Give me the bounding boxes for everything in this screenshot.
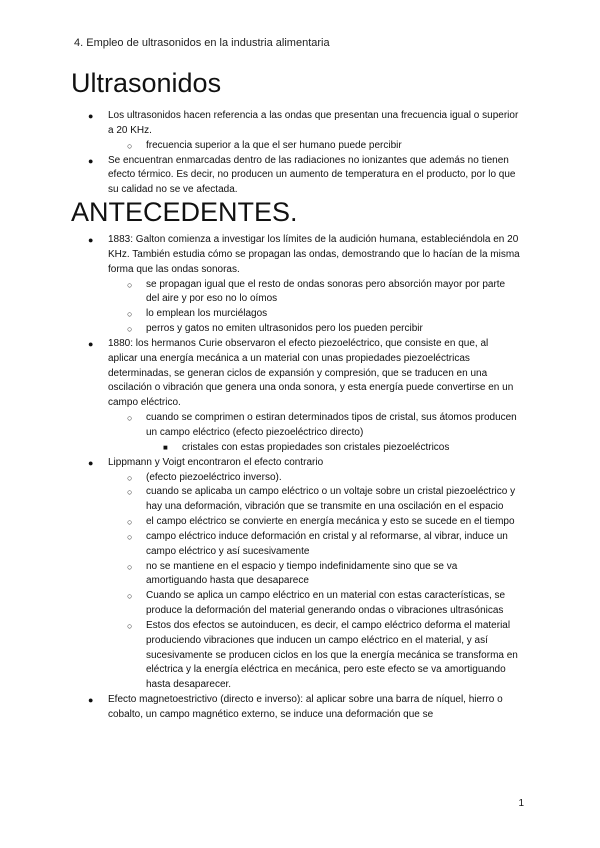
list-item <box>0 560 520 590</box>
hollow-bullet-icon: ○ <box>127 324 133 335</box>
hollow-bullet-icon: ○ <box>127 472 133 483</box>
list-item <box>0 139 520 154</box>
list-item-text: Cuando se aplica un campo eléctrico en un material con estas características, se produce la deformación del material generando ondas o vibraciones ultrasónicas <box>146 590 506 617</box>
list-item <box>0 530 520 560</box>
bullet-icon: ● <box>88 457 94 468</box>
bullet-icon: ● <box>88 338 94 349</box>
list-item <box>0 456 520 471</box>
list-item-text: campo eléctrico induce deformación en cristal y al reformarse, al vibrar, induce un campo eléctrico y así sucesivamente <box>146 530 508 557</box>
hollow-bullet-icon: ○ <box>127 413 133 424</box>
list-item-text: cuando se comprimen o estiran determinados tipos de cristal, sus átomos producen un campo eléctrico (efecto piezoeléctrico directo) <box>146 412 517 438</box>
list-item-text: no se mantiene en el espacio y tiempo indefinidamente sino que se va amortiguando hasta que desaparece <box>146 560 458 587</box>
page-header: 4. Empleo de ultrasonidos en la industria alimentaria <box>74 37 330 49</box>
hollow-bullet-icon: ○ <box>127 531 133 542</box>
list-item <box>0 233 520 278</box>
list-item <box>0 693 520 723</box>
hollow-bullet-icon: ○ <box>127 279 133 290</box>
hollow-bullet-icon: ○ <box>127 309 133 320</box>
list-item-text: el campo eléctrico se convierte en energía mecánica y esto se sucede en el tiempo <box>146 516 515 528</box>
list-item <box>0 515 520 530</box>
list-item <box>0 322 520 337</box>
hollow-bullet-icon: ○ <box>127 487 133 498</box>
page-number: 1 <box>518 798 524 809</box>
list-item-text: perros y gatos no emiten ultrasonidos pero los pueden percibir <box>146 323 423 335</box>
bullet-icon: ● <box>88 111 94 121</box>
hollow-bullet-icon: ○ <box>127 561 133 572</box>
square-bullet-icon: ■ <box>163 442 168 452</box>
ultrasonidos-list <box>0 109 600 198</box>
list-item <box>0 619 520 693</box>
list-item <box>0 485 520 515</box>
list-item-text: Los ultrasonidos hacen referencia a las ondas que presentan una frecuencia igual o superior a 20 KHz. <box>108 110 519 136</box>
list-item-text: 1883: Galton comienza a investigar los límites de la audición humana, estableciéndola en 20 KHz. También estudia cómo se propagan las ondas, demostrando que lo hacían de la misma forma que las ondas sonoras. <box>108 234 520 275</box>
list-item-text: Efecto magnetoestrictivo (directo e inverso): al aplicar sobre una barra de níquel, hierro o cobalto, un campo magnético externo, se induce una deformación que se <box>108 694 503 720</box>
hollow-bullet-icon: ○ <box>127 517 133 528</box>
list-item-text: (efecto piezoeléctrico inverso). <box>146 471 282 483</box>
list-item <box>0 337 520 411</box>
list-item <box>0 278 520 308</box>
list-item <box>0 441 520 456</box>
bullet-icon: ● <box>88 155 94 166</box>
list-item-text: cristales con estas propiedades son cristales piezoeléctricos <box>182 441 450 453</box>
list-item-text: cuando se aplicaba un campo eléctrico o un voltaje sobre un cristal piezoeléctrico y hay una deformación, vibración que se transmite en una oscilación en el espacio <box>146 486 516 513</box>
list-item <box>0 154 520 199</box>
list-item-text: se propagan igual que el resto de ondas sonoras pero absorción mayor por parte del aire y por eso no lo oímos <box>146 278 506 305</box>
list-item <box>0 109 520 139</box>
list-item <box>0 411 520 441</box>
section-title-ultrasonidos: Ultrasonidos <box>71 68 222 98</box>
hollow-bullet-icon: ○ <box>127 620 133 631</box>
list-item-text: frecuencia superior a la que el ser humano puede percibir <box>146 139 402 151</box>
list-item-text: Se encuentran enmarcadas dentro de las radiaciones no ionizantes que además no tienen efecto térmico. Es decir, no producen un aumento de temperatura en el producto, por lo que su calidad no se ve afectada. <box>108 154 516 196</box>
list-item <box>0 307 520 322</box>
bullet-icon: ● <box>88 695 94 706</box>
bullet-icon: ● <box>88 235 94 245</box>
hollow-bullet-icon: ○ <box>127 591 133 602</box>
list-item-text: 1880: los hermanos Curie observaron el efecto piezoeléctrico, que consiste en que, al aplicar una energía mecánica a un material con unas propiedades piezoeléctricas determinadas, se generan ciclos de expansión y compresión, que se traducen en una oscilación o vibración que genera una onda sonora, y esta energía puede convertirse en un campo eléctrico. <box>108 337 514 409</box>
list-item-text: Lippmann y Voigt encontraron el efecto contrario <box>108 456 324 468</box>
list-item <box>0 589 520 619</box>
antecedentes-list <box>0 233 600 723</box>
list-item-text: Estos dos efectos se autoinducen, es decir, el campo eléctrico deforma el material produciendo vibraciones que inducen un campo eléctrico en el material, y así sucesivamente se producen ciclos en los que la energía mecánica se transforma en eléctrica y la energía eléctrica en mecánica, pero este efecto se va amortiguando hasta desaparecer. <box>146 619 518 691</box>
hollow-bullet-icon: ○ <box>127 140 133 151</box>
list-item <box>0 471 520 486</box>
list-item-text: lo emplean los murciélagos <box>146 308 268 320</box>
section-title-antecedentes: ANTECEDENTES. <box>71 197 298 227</box>
